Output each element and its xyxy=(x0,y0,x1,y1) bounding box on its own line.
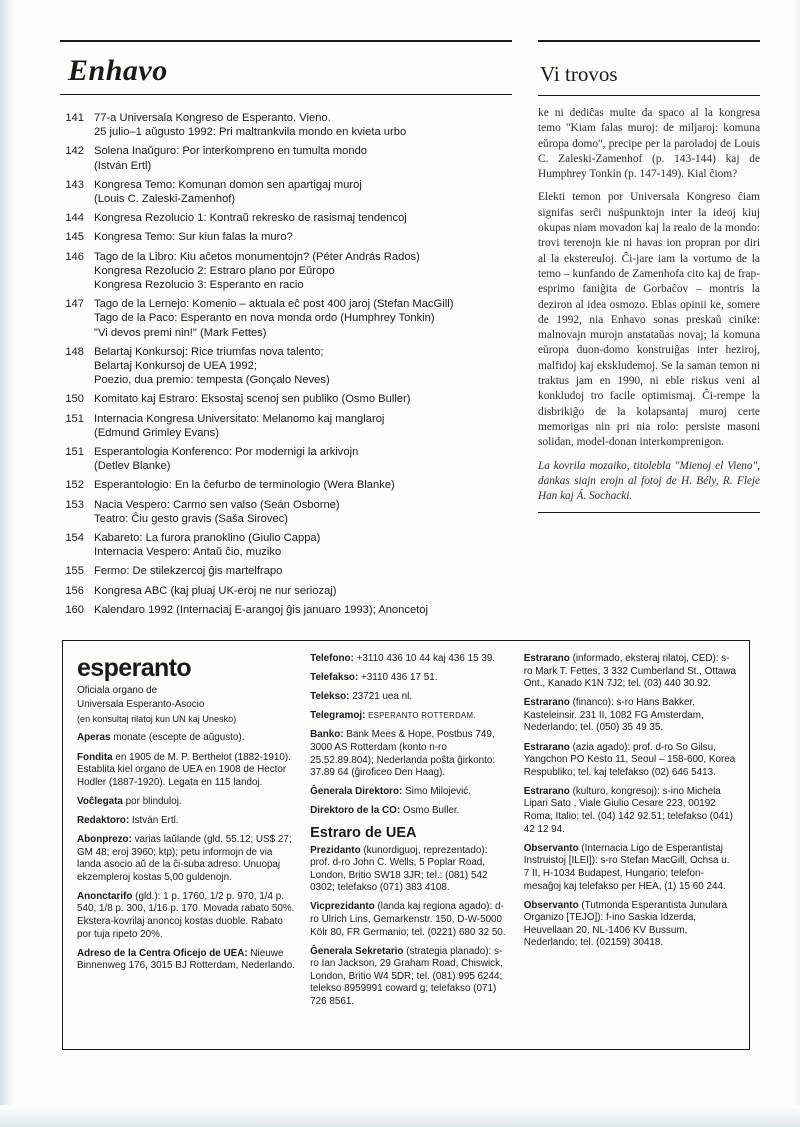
contact-entry-label: Direktoro de la CO: xyxy=(310,805,401,817)
toc-item-page: 152 xyxy=(65,479,84,492)
board-member-label: Prezidanto xyxy=(310,844,361,856)
masthead-detail xyxy=(77,834,296,884)
toc-item-body xyxy=(94,603,515,617)
contact-entry-text: Simo Milojević. xyxy=(405,786,471,798)
masthead-detail-label: Redaktoro: xyxy=(77,814,130,826)
table-of-contents xyxy=(60,40,515,622)
toc-item-page: 150 xyxy=(65,393,84,406)
toc-item-page: 154 xyxy=(65,532,84,545)
toc-item[interactable] xyxy=(60,178,515,206)
masthead-detail xyxy=(77,891,296,941)
toc-item-line: Esperantologio: En la ĉefurbo de terminologio (Wera Blanke) xyxy=(94,479,395,492)
colophon-column-contacts xyxy=(310,653,524,1039)
masthead-detail-text: (gld.): 1 p. 1760, 1/2 p. 970, 1/4 p. 540, 1/8 p. 300, 1/16 p. 170. Movada rabato 50%. Ekstera-kovrilaj anoncoj kostas duoble. Rabato por tuja ripeto 20%. xyxy=(77,890,295,940)
toc-item-line: Poezio, dua premio: tempesta (Gonçalo Neves) xyxy=(94,374,330,387)
masthead-subtitle-3: (en konsultaj rilatoj kun UN kaj Unesko) xyxy=(77,713,237,724)
toc-item-line: (István Ertl) xyxy=(94,159,152,172)
toc-item[interactable] xyxy=(60,603,515,617)
toc-item-body xyxy=(94,478,515,492)
board-member xyxy=(524,843,737,893)
masthead-detail-label: Anonctarifo xyxy=(77,890,133,902)
toc-item-line: Kongresa Rezolucio 1: Kontraŭ rekresko de rasismaj tendencoj xyxy=(94,212,407,225)
toc-item[interactable] xyxy=(60,498,515,526)
toc-item[interactable] xyxy=(60,144,515,172)
toc-item-line: 77-a Universala Kongreso de Esperanto. Vieno. xyxy=(94,112,331,124)
board-member-text: (strategia planado): s-ro Ian Jackson, 29 Graham Road, Chiswick, London, Britio W4 5DR; tel. (081) 995 6244; telekso 8959991 coward g; telefakso (071) 726 8561. xyxy=(310,945,503,1008)
contact-entry xyxy=(310,691,510,704)
toc-list xyxy=(60,111,515,622)
contact-entry-text: Osmo Buller. xyxy=(402,805,460,817)
masthead-detail-text: monate (escepte de aŭgusto). xyxy=(113,732,245,744)
colophon-column-masthead xyxy=(77,653,310,1039)
top-section xyxy=(60,40,760,620)
scan-edge-bottom xyxy=(0,1105,800,1127)
toc-item-body xyxy=(94,392,515,406)
toc-item-page: 151 xyxy=(65,446,84,459)
divider-under-title xyxy=(60,94,512,95)
contact-details xyxy=(310,653,510,818)
board-member-text: (kulturo, kongresoj): s-ino Michela Lipari Sato , Viale Giulio Cesare 223, 00192 Roma, Italio; tel. (04) 142 92.51; telefakso (041) 42 12 94. xyxy=(523,785,733,835)
board-member-label: Estrarano xyxy=(523,653,570,664)
toc-item-body xyxy=(94,178,515,206)
board-member-label: Estrarano xyxy=(523,697,570,709)
toc-spacer xyxy=(60,619,515,623)
contact-entry xyxy=(310,805,510,818)
masthead-detail-text: por blinduloj. xyxy=(125,795,182,807)
toc-item-line: 25 julio–1 aŭgusto 1992: Pri maltrankvila mondo en kvieta urbo xyxy=(94,126,407,139)
board-member-label: Vicprezidanto xyxy=(310,901,375,913)
masthead-detail-label: Adreso de la Centra Oficejo de UEA: xyxy=(77,947,248,959)
toc-item-page: 143 xyxy=(65,178,84,191)
toc-item-page: 142 xyxy=(65,145,84,158)
contact-entry xyxy=(310,653,510,666)
toc-item-body xyxy=(94,584,515,598)
board-member xyxy=(524,742,737,780)
board-members-right xyxy=(524,653,737,950)
toc-item[interactable] xyxy=(60,297,515,340)
toc-item-page: 148 xyxy=(65,345,84,358)
toc-item-body xyxy=(94,144,515,172)
toc-item[interactable] xyxy=(60,584,515,598)
toc-item-line: Internacia Vespero: Antaŭ ĉio, muziko xyxy=(94,546,282,559)
toc-item-page: 147 xyxy=(65,298,84,311)
toc-item-line: Tago de la Paco: Esperanto en nova monda ordo (Humphrey Tonkin) xyxy=(94,312,435,325)
board-section-title: Estraro de UEA xyxy=(310,824,417,841)
board-member-label: Observanto xyxy=(523,842,579,854)
board-member xyxy=(310,901,510,939)
toc-item-line: (Detlev Blanke) xyxy=(94,460,171,473)
masthead-detail xyxy=(77,815,296,828)
toc-item-body xyxy=(94,250,515,293)
board-member-text: (financo): s-ro Hans Bakker, Kasteleinsir. 231 II, 1082 FG Amsterdam, Nederlando; tel. (050) 35 49 35. xyxy=(523,697,704,734)
masthead-detail-text: Nieuwe Binnenweg 176, 3015 BJ Rotterdam, Nederlando. xyxy=(77,947,295,972)
editorial-title: Vi trovos xyxy=(540,62,618,86)
masthead-detail xyxy=(77,732,296,745)
board-member-label: Estrarano xyxy=(523,785,570,797)
contact-entry-label: Ĝenerala Direktoro: xyxy=(310,786,403,798)
toc-item-body xyxy=(94,345,515,388)
toc-item-line: Kongresa Rezolucio 3: Esperanto en racio xyxy=(94,279,304,292)
contact-entry-text: 23721 uea nl. xyxy=(352,691,413,703)
toc-item-line: Internacia Kongresa Universitato: Melanomo kaj manglaroj xyxy=(94,412,385,425)
colophon-box xyxy=(62,640,750,1050)
editorial-column xyxy=(538,40,760,513)
board-member-text: (azia agado): prof. d-ro So Gilsu, Yangchon PO Kesto 11, Seoul – 158-600, Korea Respubliko; tel. kaj telefakso (02) 646 5413. xyxy=(523,741,736,778)
contact-entry-label: Banko: xyxy=(310,729,344,741)
colophon-column-board xyxy=(524,653,737,1039)
toc-item[interactable] xyxy=(60,250,515,293)
toc-item[interactable] xyxy=(60,531,515,559)
masthead-detail-text: en 1905 de M. P. Berthelot (1882-1910). Establita kiel organo de UEA en 1908 de Hector Hodler (1887-1920). Legata en 115 landoj. xyxy=(77,751,291,788)
toc-item-body xyxy=(94,412,515,440)
toc-item-line: Kalendaro 1992 (Internaciaj E-arangoj ĝis januaro 1993); Anoncetoj xyxy=(94,603,428,616)
board-member-label: Ĝenerala Sekretario xyxy=(310,945,404,957)
toc-item-line: Tago de la Libro: Kiu aĉetos monumentojn? (Péter András Rados) xyxy=(94,250,420,263)
magazine-title: esperanto xyxy=(77,654,192,682)
toc-item-body xyxy=(94,531,515,559)
toc-item-line: Belartaj Konkursoj de UEA 1992; xyxy=(94,360,257,373)
toc-item[interactable] xyxy=(60,412,515,440)
contact-entry xyxy=(310,786,510,799)
masthead-subtitle-2: Universala Esperanto-Asocio xyxy=(77,699,205,711)
editorial-paragraph: Elekti temon por Universala Kongreso ĉiam signifas serĉi nuŝpunktojn inter la ideoj kiuj okupas niam movadon kaj la realo de la mondo: trovi terenojn kie ni havas ion propran por diri al la ekstereuloj. Ĉi-jare iam la vortumo de la temo – kunfando de Zamenhofa cito kaj de frap-esprimo faniĝita de Gorbaĉov – montris la deziron al idea osmozo. Eblas opinii ke, somere de 1992, nia Enhavo sonas preskaŭ cinike: malnovajn murojn anstataŭas novaj; la komuna eŭropa duon-domo konstruiĝas inter heziroj, malfidoj kaj ekskludemoj. Se la saman temon ni traktus jam en 1990, ni eble riskus veni al konkludoj tro facile optimismaj. Ĉi-rempe la disbrikiĝo de la kolapsantaj muroj certe memorigas nin pri nia rolo: persiste masoni solidan, model-donan interkomprenigon. xyxy=(538,191,760,449)
toc-item[interactable] xyxy=(60,392,515,406)
masthead-detail xyxy=(77,752,296,790)
contact-entry-text: ESPERANTO ROTTERDAM. xyxy=(368,711,476,721)
masthead-detail xyxy=(77,796,296,809)
toc-item-line: Belartaj Konkursoj: Rice triumfas nova talento; xyxy=(94,345,324,358)
masthead-detail xyxy=(77,948,296,973)
toc-item[interactable] xyxy=(60,211,515,225)
toc-item-line: "Vi devos premi nin!" (Mark Fettes) xyxy=(94,326,267,339)
toc-item-body xyxy=(94,211,515,225)
toc-item-line: Fermo: De stilekzercoj ĝis martelfrapo xyxy=(94,565,283,578)
toc-item-line: Tago de la Lernejo: Komenio – aktuala eĉ post 400 jaroj (Stefan MacGill) xyxy=(94,298,454,311)
page-title: Enhavo xyxy=(68,54,168,87)
scan-edge-right xyxy=(792,0,800,1127)
board-member-label: Estrarano xyxy=(523,741,570,753)
masthead-detail-label: Abonprezo: xyxy=(77,833,132,845)
editorial-paragraph: ke ni dediĉas multe da spaco al la kongresa temo "Kiam falas muroj: de miljaroj: komuna eŭropa domo", precipe per la paroladoj de Louis C. Zaleski-Zamenhof (p. 143-144) kaj de Humphrey Tonkin (p. 147-149). Kial ĉiom? xyxy=(538,107,760,181)
board-member-text: (kunordiguoj, reprezentado): prof. d-ro John C. Wells, 5 Poplar Road, London, Britio SW18 3JR; tel.: (081) 542 0302; telefakso (071) 383 4108. xyxy=(310,844,488,894)
contact-entry-text: Bank Mees & Hope, Postbus 749, 3000 AS Rotterdam (konto n-ro 25.52.89.804); Nederlanda poŝta ĝirkonto: 37.89 64 (ĝiroficeo Den Haag). xyxy=(310,729,496,779)
toc-item-page: 141 xyxy=(65,112,84,124)
masthead-detail-label: Aperas xyxy=(77,732,111,744)
board-member xyxy=(310,946,510,1009)
toc-item-line: Kongresa Temo: Sur kiun falas la muro? xyxy=(94,231,293,244)
toc-item-line: Kongresa Rezolucio 2: Estraro plano por Eŭropo xyxy=(94,264,335,277)
toc-item-line: Teatro: Ĉiu gesto gravis (Saša Sirovec) xyxy=(94,512,288,525)
board-member xyxy=(524,786,737,836)
masthead-detail-text: varias laŭlande (gld. 55.12; US$ 27; GM 48; eroj 3960; ktp); petu informojn de via landa asocio aŭ de la ĉi-suba adreso. Unuopaj ekzempleroj kostas 5,00 guldenojn. xyxy=(77,833,292,883)
toc-item-page: 146 xyxy=(65,250,84,263)
toc-item-page: 144 xyxy=(65,212,84,225)
editorial-divider-under-title xyxy=(538,95,760,96)
contact-entry-text: +3110 436 10 44 kaj 436 15 39. xyxy=(356,653,496,664)
contact-entry-label: Telefakso: xyxy=(310,672,359,684)
masthead-detail-label: Voĉlegata xyxy=(77,795,123,807)
masthead-detail-text: István Ertl. xyxy=(131,814,179,826)
toc-item-line: Kongresa Temo: Komunan domon sen apartigaj muroj xyxy=(94,178,362,191)
masthead-detail-label: Fondita xyxy=(77,751,113,763)
toc-item-page: 151 xyxy=(65,412,84,425)
cover-caption xyxy=(538,459,760,504)
toc-item-line: (Louis C. Zaleski-Zamenhof) xyxy=(94,193,236,206)
board-member xyxy=(524,900,737,950)
toc-item-page: 156 xyxy=(65,584,84,597)
masthead-details xyxy=(77,732,296,973)
editorial-divider-bottom xyxy=(538,512,760,513)
toc-item-body xyxy=(94,498,515,526)
toc-item-body xyxy=(94,230,515,244)
board-member xyxy=(524,653,737,691)
board-member-text: (Tutmonda Esperantista Junulara Organizo [TEJO]): f-ino Saskia Idzerda, Heuvellaan 20, NL-1406 KV Bussum, Nederlando; tel. (02159) 30418. xyxy=(523,899,728,949)
contact-entry-text: +3110 436 17 51. xyxy=(361,672,438,684)
board-member xyxy=(310,845,510,895)
masthead-subtitle-1: Oficiala organo de xyxy=(77,685,158,696)
scan-edge-left xyxy=(0,0,14,1127)
contact-entry-label: Telekso: xyxy=(310,691,350,703)
toc-item[interactable] xyxy=(60,564,515,578)
contact-entry xyxy=(310,672,510,685)
toc-item-line: Nacia Vespero: Carmo sen valso (Seán Osborne) xyxy=(94,498,340,511)
toc-item[interactable] xyxy=(60,445,515,473)
contact-entry-label: Telefono: xyxy=(310,653,354,664)
toc-item-page: 153 xyxy=(65,498,84,511)
toc-item-line: Kabareto: La furora pranoklino (Giulio Cappa) xyxy=(94,532,321,545)
toc-item-page: 155 xyxy=(65,565,84,578)
cover-caption-text: La kovrila mozaiko, titolebla "Mienoj el Vieno", dankas siajn erojn al fotoj de H. Bély, R. Fleje Han kaj Á. Sochacki. xyxy=(538,459,760,502)
toc-item-line: Esperantologia Konferenco: Por modernigi la arkivojn xyxy=(94,446,359,459)
contact-entry-label: Telegramoj: xyxy=(310,710,366,722)
toc-item-line: Komitato kaj Estraro: Eksostaj scenoj sen publiko (Osmo Buller) xyxy=(94,393,411,406)
toc-item-body xyxy=(94,111,515,139)
toc-item[interactable] xyxy=(60,111,515,139)
toc-item-body xyxy=(94,564,515,578)
toc-item[interactable] xyxy=(60,230,515,244)
toc-item-page: 160 xyxy=(65,603,84,616)
toc-item-body xyxy=(94,445,515,473)
toc-item-line: Solena Inaŭguro: Por interkompreno en tumulta mondo xyxy=(94,145,368,158)
board-member-label: Observanto xyxy=(523,899,579,911)
board-member-text: (landa kaj regiona agado): d-ro Ulrich Lins, Gemarkenstr. 150, D-W-5000 Kölr 80, FR Germanio; tel. (0221) 680 32 50. xyxy=(310,901,506,938)
board-members-left xyxy=(310,845,510,1009)
toc-item-body xyxy=(94,297,515,340)
board-member-text: (Internacia Ligo de Esperantistaj Instruistoj [ILEI]): s-ro Stefan MacGill, Ochsa u. 7 II, H-1034 Budapest, Hungario; telefon-mesaĝoj kaj telefakso per HEA, (1) 15 60 244. xyxy=(523,842,730,892)
contact-entry xyxy=(310,729,510,779)
editorial-body xyxy=(538,106,760,451)
board-member xyxy=(524,697,737,735)
toc-item-line: (Edmund Grimley Evans) xyxy=(94,426,219,439)
toc-item[interactable] xyxy=(60,478,515,492)
toc-item[interactable] xyxy=(60,345,515,388)
board-member-text: (informado, eksteraj rilatoj, CED): s-ro Mark T. Fettes, 3 332 Cumberland St., Ottawa Ont., Kanado K1N 7J2; tel. (03) 440 30.92. xyxy=(523,653,736,690)
toc-item-line: Kongresa ABC (kaj pluaj UK-eroj ne nur seriozaj) xyxy=(94,584,337,597)
toc-item-page: 145 xyxy=(65,231,84,244)
contact-entry xyxy=(310,710,510,723)
